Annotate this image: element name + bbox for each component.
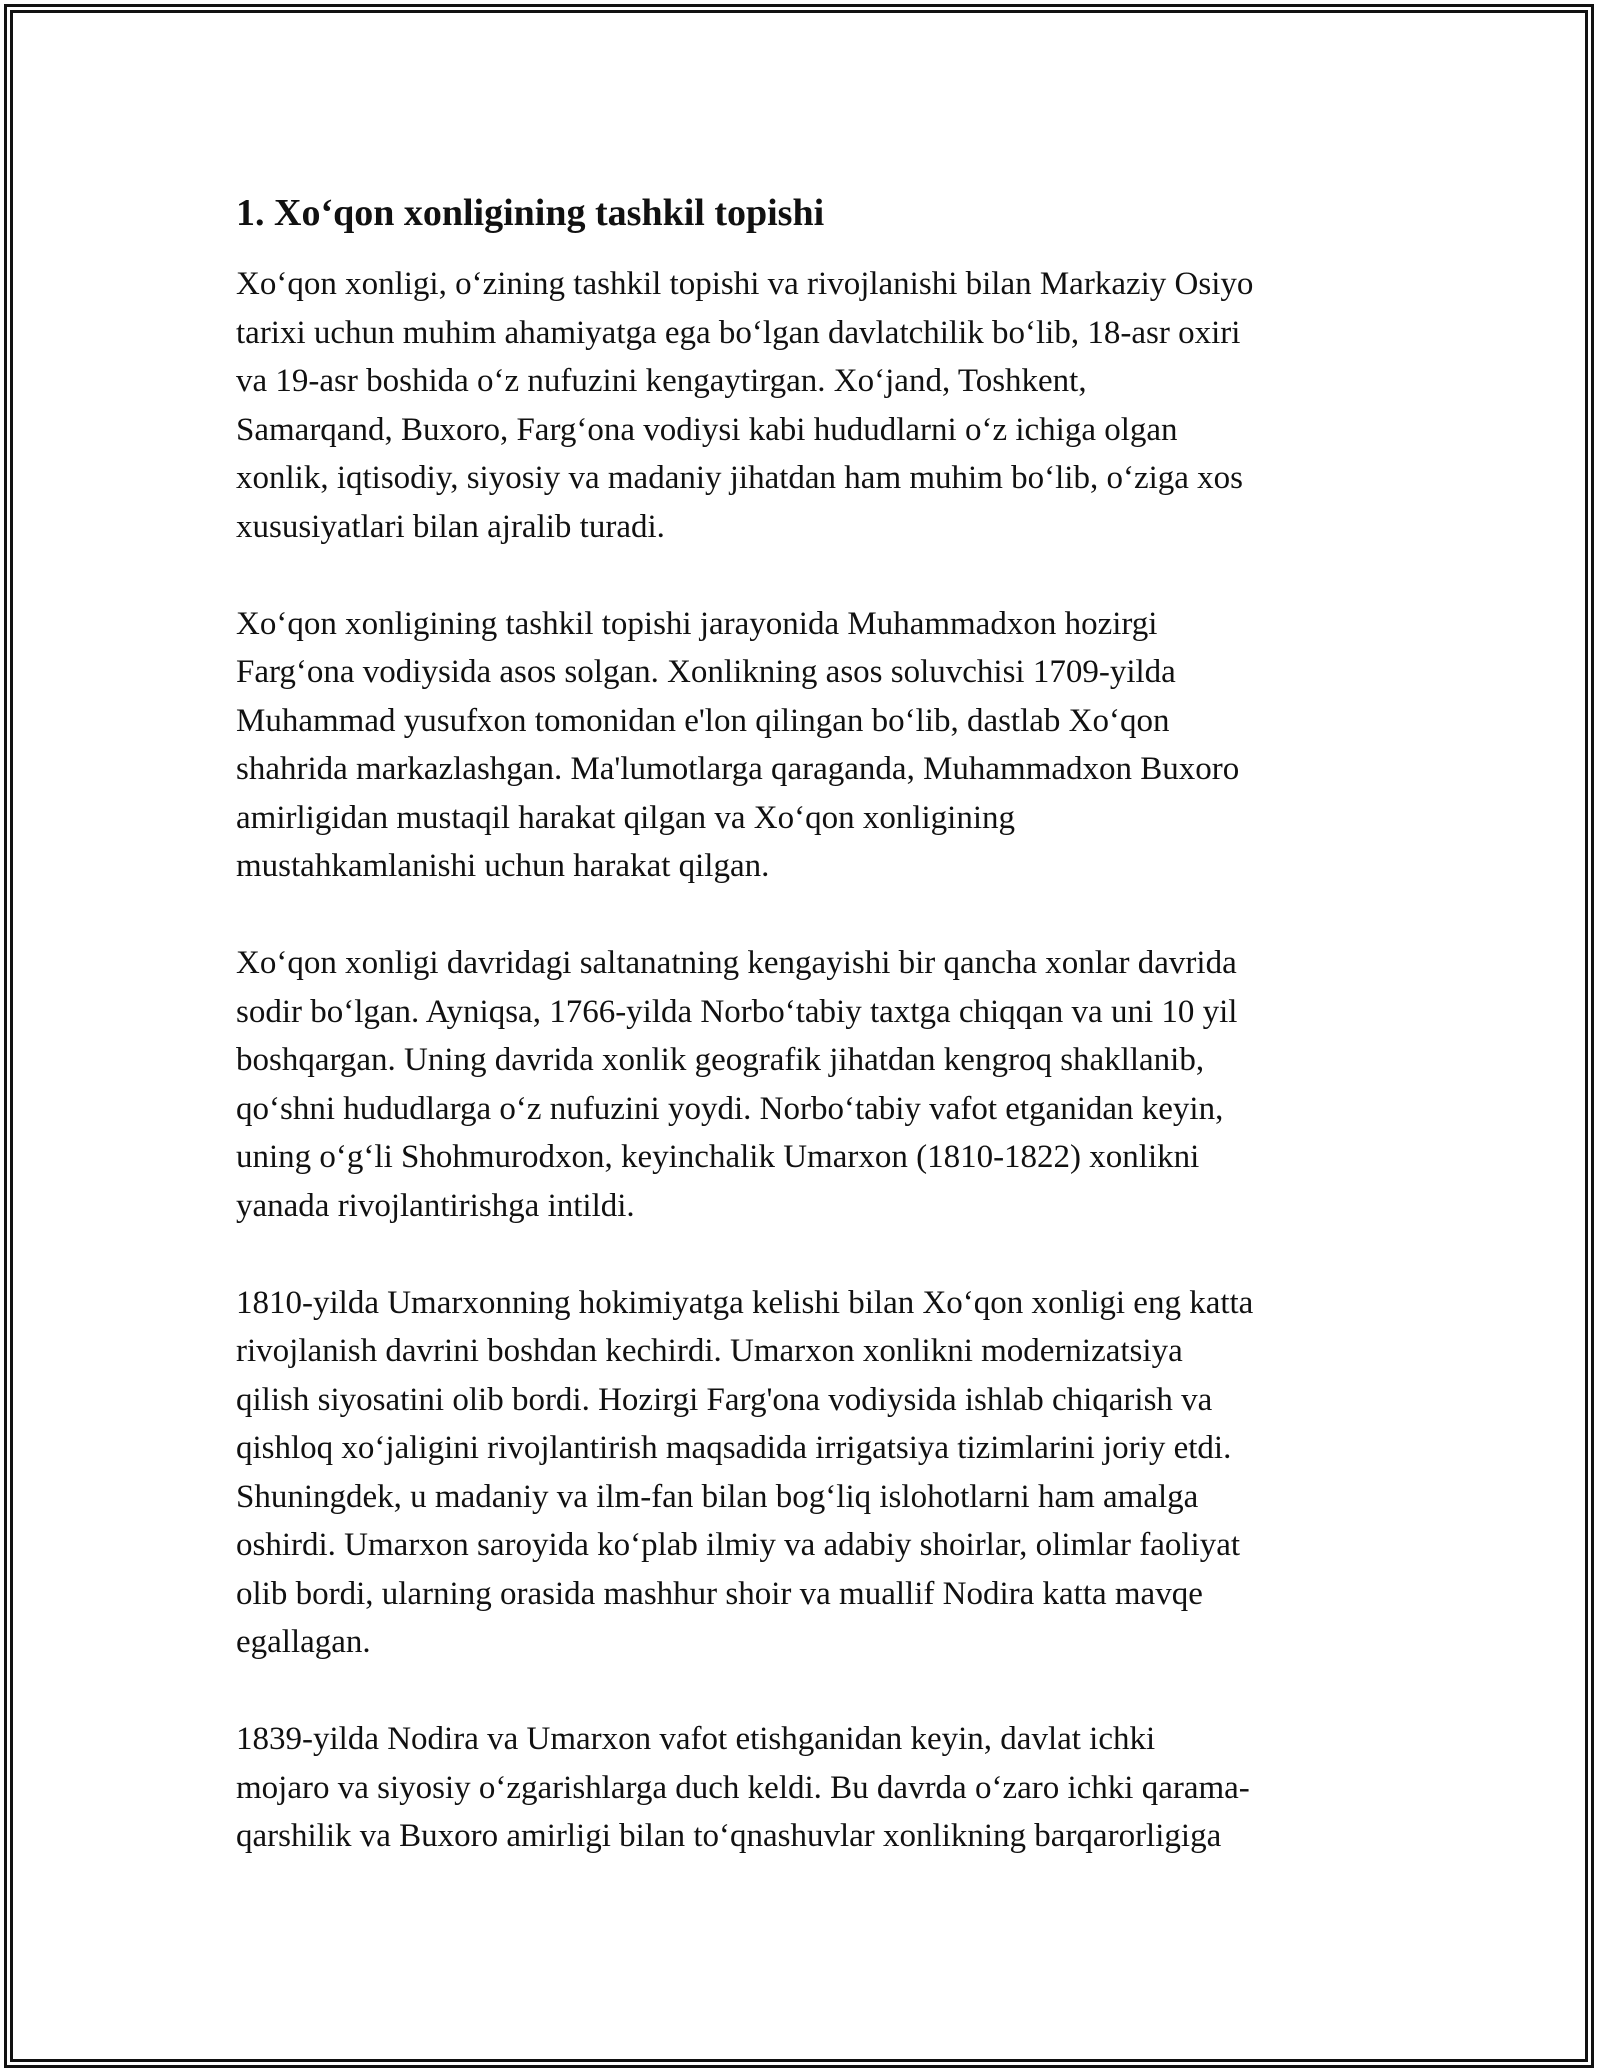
text-line: Samarqand, Buxoro, Farg‘ona vodiysi kabi hududlarni o‘z ichiga olgan [236, 411, 1178, 448]
paragraph-2 [236, 600, 1376, 891]
text-line: yanada rivojlantirishga intildi. [236, 1187, 635, 1224]
paragraph-1 [236, 260, 1376, 551]
paragraph-3 [236, 939, 1376, 1230]
text-line: oshirdi. Umarxon saroyida ko‘plab ilmiy va adabiy shoirlar, olimlar faoliyat [236, 1527, 1241, 1563]
text-line: Xo‘qon xonligi davridagi saltanatning kengayishi bir qancha xonlar davrida [236, 945, 1237, 981]
text-line: va 19-asr boshida o‘z nufuzini kengaytirgan. Xo‘jand, Toshkent, [236, 363, 1087, 399]
text-line: boshqargan. Uning davrida xonlik geografik jihatdan kengroq shakllanib, [236, 1042, 1205, 1078]
text-line: xususiyatlari bilan ajralib turadi. [236, 508, 665, 545]
paragraph-4 [236, 1279, 1376, 1667]
text-line: tarixi uchun muhim ahamiyatga ega bo‘lgan davlatchilik bo‘lib, 18-asr oxiri [236, 314, 1241, 351]
text-line: qo‘shni hududlarga o‘z nufuzini yoydi. Norbo‘tabiy vafot etganidan keyin, [236, 1090, 1224, 1127]
text-line: uning o‘g‘li Shohmurodxon, keyinchalik Umarxon (1810-1822) xonlikni [236, 1139, 1200, 1175]
text-line: shahrida markazlashgan. Ma'lumotlarga qaraganda, Muhammadxon Buxoro [236, 751, 1240, 787]
text-line: Xo‘qon xonligining tashkil topishi jarayonida Muhammadxon hozirgi [236, 605, 1158, 642]
text-line: Xo‘qon xonligi, o‘zining tashkil topishi va rivojlanishi bilan Markaziy Osiyo [236, 266, 1254, 302]
text-line: olib bordi, ularning orasida mashhur shoir va muallif Nodira katta mavqe [236, 1575, 1203, 1612]
text-line: mustahkamlanishi uchun harakat qilgan. [236, 848, 770, 884]
text-line: 1839-yilda Nodira va Umarxon vafot etishganidan keyin, davlat ichki [236, 1721, 1156, 1757]
text-line: egallagan. [236, 1624, 371, 1660]
text-line: amirligidan mustaqil harakat qilgan va Xo‘qon xonligining [236, 799, 1016, 836]
text-line: qishloq xo‘jaligini rivojlantirish maqsadida irrigatsiya tizimlarini joriy etdi. [236, 1430, 1232, 1466]
section-heading: 1. Xo‘qon xonligining tashkil topishi [236, 192, 825, 234]
text-line: qilish siyosatini olib bordi. Hozirgi Farg'ona vodiysida ishlab chiqarish va [236, 1381, 1213, 1418]
text-line: mojaro va siyosiy o‘zgarishlarga duch keldi. Bu davrda o‘zaro ichki qarama- [236, 1769, 1250, 1806]
text-line: Farg‘ona vodiysida asos solgan. Xonlikning asos soluvchisi 1709-yilda [236, 654, 1176, 690]
text-line: rivojlanish davrini boshdan kechirdi. Umarxon xonlikni modernizatsiya [236, 1333, 1183, 1369]
text-line: Shuningdek, u madaniy va ilm-fan bilan bog‘liq islohotlarni ham amalga [236, 1478, 1199, 1515]
text-line: 1810-yilda Umarxonning hokimiyatga kelishi bilan Xo‘qon xonligi eng katta [236, 1284, 1254, 1321]
text-line: Muhammad yusufxon tomonidan e'lon qilingan bo‘lib, dastlab Xo‘qon [236, 702, 1170, 739]
text-line: sodir bo‘lgan. Ayniqsa, 1766-yilda Norbo‘tabiy taxtga chiqqan va uni 10 yil [236, 993, 1238, 1030]
paragraph-5 [236, 1715, 1376, 1861]
document-body [236, 188, 1376, 1909]
text-line: xonlik, iqtisodiy, siyosiy va madaniy jihatdan ham muhim bo‘lib, o‘ziga xos [236, 460, 1243, 496]
text-line: qarshilik va Buxoro amirligi bilan to‘qnashuvlar xonlikning barqarorligiga [236, 1818, 1222, 1854]
